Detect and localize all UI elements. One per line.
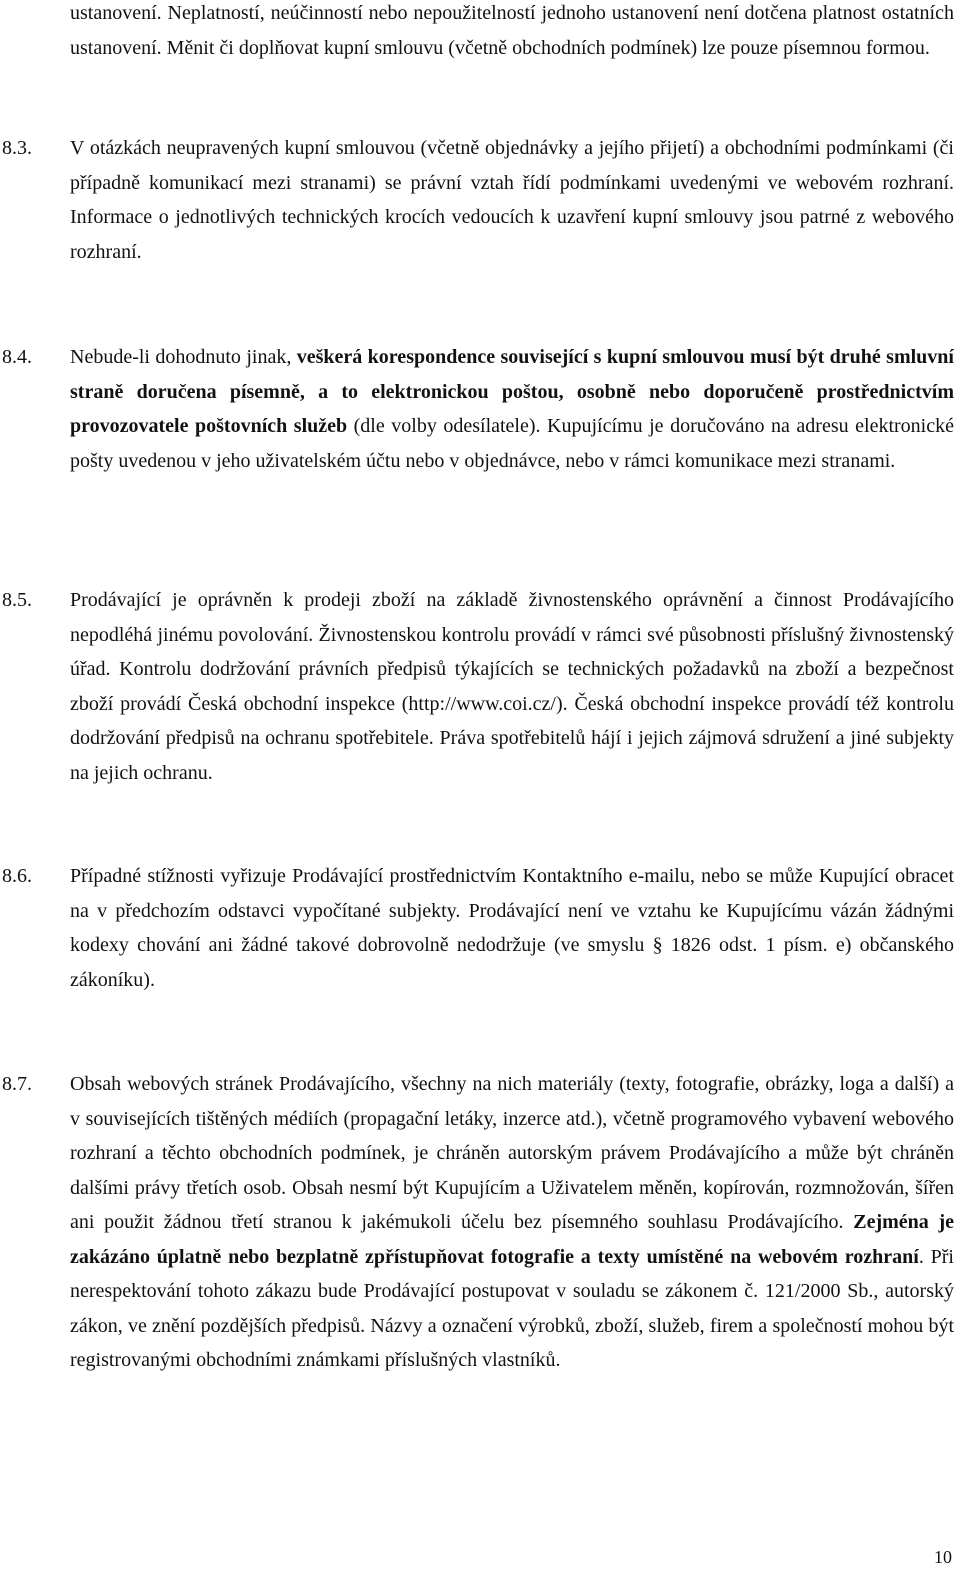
clause-number: 8.4. (2, 346, 32, 368)
clause-text-part: Případné stížnosti vyřizuje Prodávající prostřednictvím Kontaktního e-mailu, nebo se může Kupující obracet na v předchozím odstavci vypočítané subjekty. Prodávající není ve vztahu ke Kupujícímu vázán žádnými kodexy chování ani žádné takové dobrovolně nedodržuje (ve smyslu § 1826 odst. 1 písm. e) občanského zákoníku). (70, 865, 954, 991)
clause-number: 8.7. (2, 1073, 32, 1095)
clause-text-part: Prodávající je oprávněn k prodeji zboží na základě živnostenského oprávnění a činnost Prodávajícího nepodléhá jinému povolování. Živnostenskou kontrolu provádí v rámci své působnosti příslušný živnostenský úřad. Kontrolu dodržování právních předpisů týkajících se technických požadavků na zboží a bezpečnost zboží provádí Česká obchodní inspekce (http://www.coi.cz/). Česká obchodní inspekce provádí též kontrolu dodržování předpisů na ochranu spotřebitele. Práva spotřebitelů hájí i jejich zájmová sdružení a jiné subjekty na jejich ochranu. (70, 589, 954, 784)
clause-text-part: Nebude-li dohodnuto jinak, (70, 346, 297, 368)
clause-text (70, 131, 954, 269)
lead-paragraph: ustanovení. Neplatností, neúčinností nebo nepoužitelností jednoho ustanovení není dotčena platnost ostatních ustanovení. Měnit či doplňovat kupní smlouvu (včetně obchodních podmínek) lze pouze písemnou formou. (70, 2, 954, 59)
clause-text (70, 340, 954, 478)
page-number: 10 (934, 1547, 952, 1567)
clause-text-bold-part: veškerá korespondence související s kupní smlouvou musí být druhé smluvní straně doručena písemně, a to elektronickou poštou, osobně nebo doporučeně prostřednictvím provozovatele poštovních služeb (70, 346, 954, 437)
clause-text (70, 583, 954, 790)
clause-text-part: . Při nerespektování tohoto zákazu bude Prodávající postupovat v souladu se zákonem č. 121/2000 Sb., autorský zákon, ve znění pozdějších předpisů. Názvy a označení výrobků, zboží, služeb, firem a společností mohou být registrovanými obchodními známkami příslušných vlastníků. (70, 1245, 954, 1371)
clause-text (70, 1067, 954, 1378)
clause-number: 8.6. (2, 865, 32, 887)
clause-number: 8.3. (2, 137, 32, 159)
clause-text-part: Obsah webových stránek Prodávajícího, všechny na nich materiály (texty, fotografie, obrázky, loga a další) a v souvisejících tištěných médiích (propagační letáky, inzerce atd.), včetně programového vybavení webového rozhraní a těchto obchodních podmínek, je chráněn autorským právem Prodávajícího a může být chráněn dalšími právy třetích osob. Obsah nesmí být Kupujícím a Uživatelem měněn, kopírován, rozmnožován, šířen ani použit žádnou třetí stranou k jakémukoli účelu bez písemného souhlasu Prodávajícího. (70, 1073, 954, 1233)
clause-number: 8.5. (2, 589, 32, 611)
clause-text-bold-part: Zejména je zakázáno úplatně nebo bezplatně zpřístupňovat fotografie a texty umístěné na webovém rozhraní (70, 1211, 954, 1268)
clause-text-part: (dle volby odesílatele). Kupujícímu je doručováno na adresu elektronické pošty uvedenou v jeho uživatelském účtu nebo v objednávce, nebo v rámci komunikace mezi stranami. (70, 415, 954, 472)
clause-text-part: V otázkách neupravených kupní smlouvou (včetně objednávky a jejího přijetí) a obchodními podmínkami (či případně komunikací mezi stranami) se právní vztah řídí podmínkami uvedenými ve webovém rozhraní. Informace o jednotlivých technických krocích vedoucích k uzavření kupní smlouvy jsou patrné z webového rozhraní. (70, 137, 954, 263)
clause-text (70, 859, 954, 997)
